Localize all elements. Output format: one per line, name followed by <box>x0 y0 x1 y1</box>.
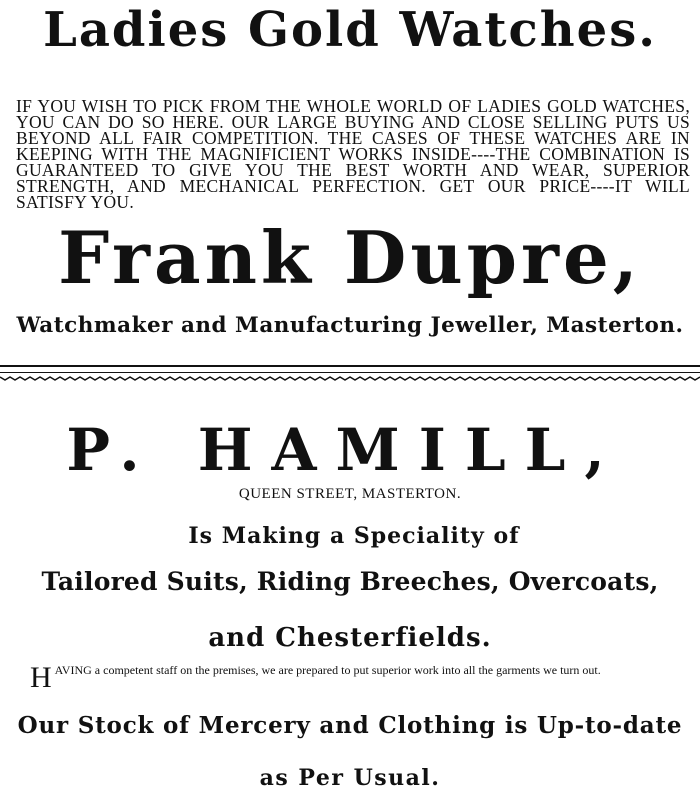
ad-tailor-advertiser-name: P. HAMILL, <box>66 416 624 484</box>
ad-tailor-tagline: Is Making a Speciality of <box>188 523 520 549</box>
divider-rule-top <box>0 365 700 367</box>
ad-tailor-goods-line-2: and Chesterfields. <box>208 623 492 653</box>
ad-tailor-staff-notice <box>30 661 692 694</box>
divider-rule-zigzag <box>0 376 700 381</box>
drop-cap-letter: H <box>30 661 52 694</box>
ad-tailor-goods-line-1: Tailored Suits, Riding Breeches, Overcoats, <box>41 567 659 596</box>
ad-tailor-address: QUEEN STREET, MASTERTON. <box>238 486 462 502</box>
ad-tailor-closing-line: as Per Usual. <box>259 765 441 791</box>
ad-watches-advertiser-trade: Watchmaker and Manufacturing Jeweller, Masterton. <box>16 313 684 338</box>
ad-watches-advertiser-name: Frank Dupre, <box>58 215 642 300</box>
ad-tailor-stock-line: Our Stock of Mercery and Clothing is Up-to-date <box>17 712 683 739</box>
ad-watches-headline: Ladies Gold Watches. <box>43 2 657 58</box>
ad-tailor-staff-text: AVING a competent staff on the premises, we are prepared to put superior work into all the garments we turn out. <box>54 663 601 677</box>
divider-rule-thin <box>0 372 700 373</box>
ad-watches-body-text: IF YOU WISH TO PICK FROM THE WHOLE WORLD OF LADIES GOLD WATCHES, YOU CAN DO SO HERE. OUR LARGE BUYING AND CLOSE SELLING PUTS US BEYOND ALL FAIR COMPETITION. THE CASES OF THESE WATCHES ARE IN KEEPING WITH THE MAGNIFICIENT WORKS INSIDE----THE COMBINATION IS GUARANTEED TO GIVE YOU THE BEST WORTH AND WEAR, SUPERIOR STRENGTH, AND MECHANICAL PERFECTION. GET OUR PRICE----IT WILL SATISFY YOU. <box>16 96 690 212</box>
